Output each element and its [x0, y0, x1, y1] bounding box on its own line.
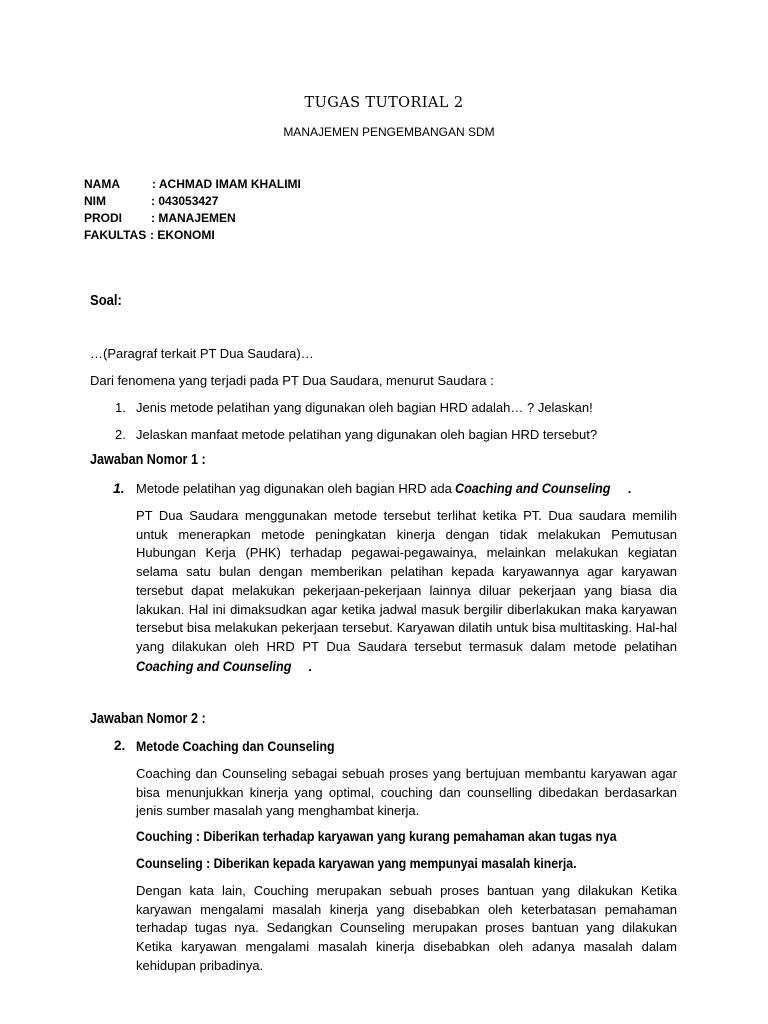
answer2-subheading: Metode Coaching dan Counseling — [136, 738, 335, 754]
answer2-heading: Jawaban Nomor 2 : — [90, 711, 206, 727]
identity-value: 043053427 — [158, 194, 219, 208]
identity-row-nama — [84, 177, 301, 191]
identity-row-prodi — [84, 211, 236, 225]
question-number: 2. — [115, 427, 126, 442]
answer1-lead — [136, 480, 632, 496]
answer1-lead-end: . — [628, 481, 632, 496]
identity-row-fakultas — [84, 228, 215, 242]
identity-label: NIM — [84, 194, 106, 208]
answer2-couching-line: Couching : Diberikan terhadap karyawan yang kurang pemahaman akan tugas nya — [136, 828, 617, 844]
document-title: TUGAS TUTORIAL 2 — [304, 95, 464, 111]
identity-value: EKONOMI — [157, 228, 215, 242]
answer1-paragraph-end: . — [308, 658, 313, 674]
identity-label: PRODI — [84, 211, 123, 225]
answer2-paragraph1: Coaching dan Counseling sebagai sebuah proses yang bertujuan membantu karyawan agar bisa menunjukkan kinerja yang optimal, couching dan counselling dibedakan berdasarkan jenis sumber masalah yang menghambat kinerja. — [136, 766, 677, 819]
identity-separator: : — [152, 177, 159, 191]
identity-label: NAMA — [84, 177, 120, 191]
document-subtitle: MANAJEMEN PENGEMBANGAN SDM — [283, 125, 495, 139]
identity-separator: : — [151, 194, 159, 208]
answer2-counseling-line: Counseling : Diberikan kepada karyawan yang mempunyai masalah kinerja. — [136, 855, 577, 871]
soal-question-lead: Dari fenomena yang terjadi pada PT Dua Saudara, menurut Saudara : — [90, 373, 494, 388]
question-number: 1. — [115, 400, 126, 415]
answer1-number: 1. — [113, 480, 125, 496]
answer1-heading: Jawaban Nomor 1 : — [90, 452, 206, 468]
identity-value: MANAJEMEN — [158, 211, 236, 225]
question-text: Jelaskan manfaat metode pelatihan yang digunakan oleh bagian HRD tersebut? — [136, 427, 598, 442]
answer1-paragraph-text: PT Dua Saudara menggunakan metode tersebut terlihat ketika PT. Dua saudara memilih untuk menerapkan metode peningkatan kinerja dengan tidak melakukan Pemutusan Hubungan Kerja (PHK) terhadap pegawai-pegawainya, melainkan melakukan kegiatan selama satu bulan dengan memberikan pelatihan kepada karyawannya agar karyawan tersebut dapat melakukan pekerjaan-pekerjaan lainnya diluar pekerjaan yang biasa dia lakukan. Hal ini dimaksudkan agar ketika jadwal masuk bergilir diberlakukan maka karyawan tersebut bisa melakukan pekerjaan tersebut. Karyawan dilatih untuk bisa multitasking. Hal-hal yang dilakukan oleh HRD PT Dua Saudara tersebut termasuk dalam metode pelatihan — [136, 508, 677, 654]
answer1-lead-emphasis: Coaching and Counseling — [455, 480, 611, 496]
soal-intro-placeholder: …(Paragraf terkait PT Dua Saudara)… — [90, 346, 314, 361]
answer2-number: 2. — [114, 738, 126, 753]
identity-separator: : — [151, 211, 159, 225]
identity-value: ACHMAD IMAM KHALIMI — [158, 177, 301, 191]
answer1-paragraph — [136, 507, 677, 676]
question-text: Jenis metode pelatihan yang digunakan oleh bagian HRD adalah… ? Jelaskan! — [136, 400, 593, 415]
identity-separator: : — [150, 228, 158, 242]
identity-label: FAKULTAS — [84, 228, 147, 242]
answer1-lead-text: Metode pelatihan yag digunakan oleh bagian HRD ada — [136, 481, 456, 496]
soal-heading: Soal: — [90, 293, 122, 309]
answer1-paragraph-emphasis: Coaching and Counseling — [136, 657, 292, 674]
identity-row-nim — [84, 194, 218, 208]
answer2-paragraph2: Dengan kata lain, Couching merupakan sebuah proses bantuan yang dilakukan Ketika karyawan mengalami masalah kinerja yang disebabkan oleh keterbatasan pemahaman terhadap tugas nya. Sedangkan Counseling merupakan proses bantuan yang dilakukan Ketika karyawan mengalami masalah kinerja disebabkan oleh adanya masalah dalam kehidupan pribadinya. — [136, 883, 677, 973]
